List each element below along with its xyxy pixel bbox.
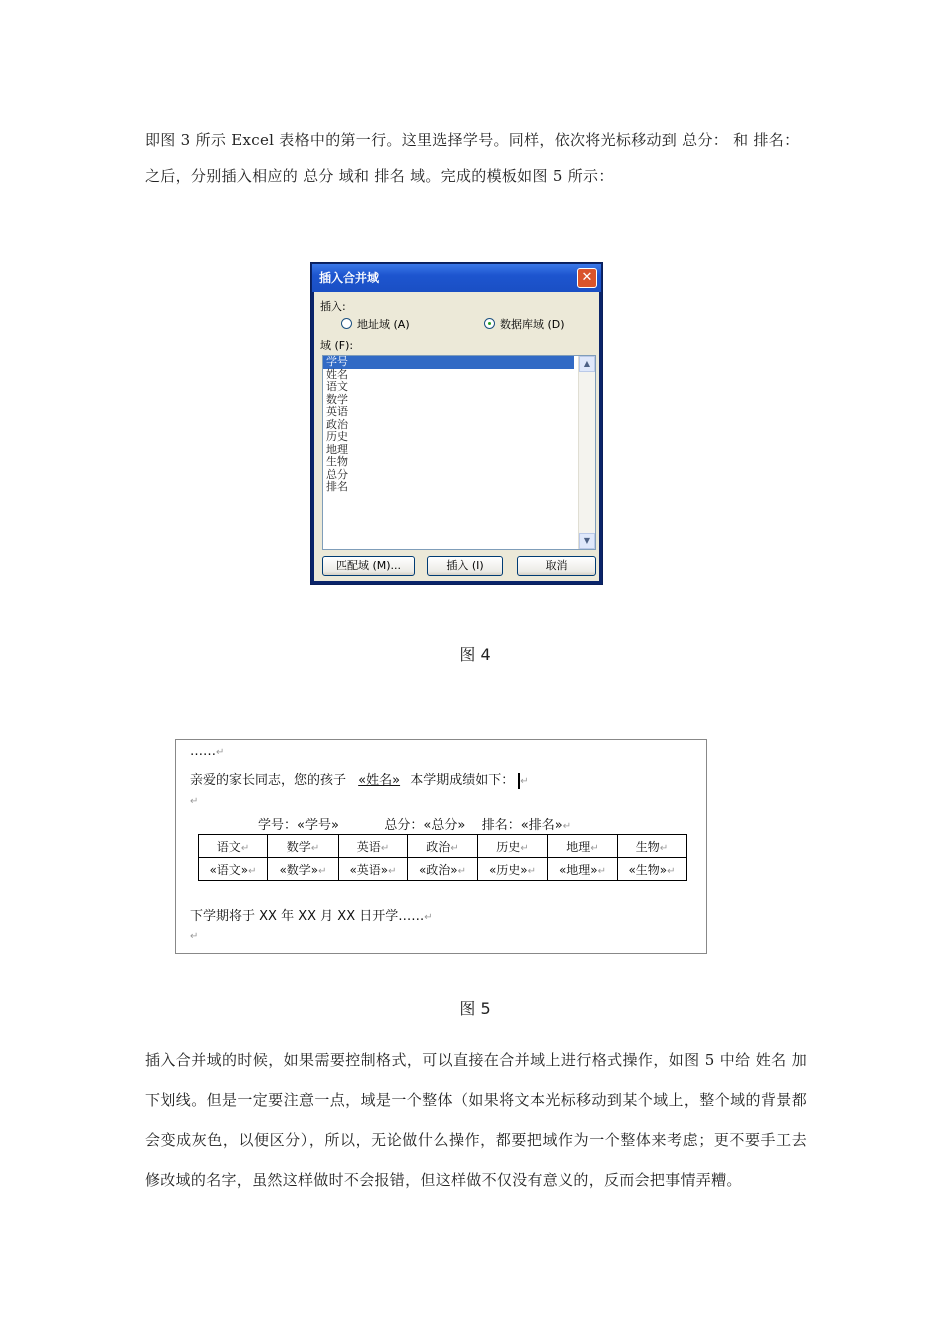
cell-text: 地理 xyxy=(566,839,591,854)
table-header-cell xyxy=(408,835,478,858)
summary-line xyxy=(258,814,571,833)
name-merge-field[interactable]: «姓名» xyxy=(358,773,401,788)
table-header-cell xyxy=(618,835,687,858)
match-fields-button[interactable]: 匹配域 (M)... xyxy=(322,556,415,576)
cell-mark: ↵ xyxy=(527,865,537,877)
cell-mark: ↵ xyxy=(597,865,607,877)
field-list xyxy=(323,356,595,494)
table-row xyxy=(199,858,687,881)
cell-text: «语文» xyxy=(209,862,249,877)
cell-mark: ↵ xyxy=(248,865,257,877)
table-header-cell xyxy=(268,835,339,858)
vertical-scrollbar[interactable] xyxy=(578,356,595,549)
cell-text: 历史 xyxy=(496,839,521,854)
cell-text: «政治» xyxy=(418,862,458,877)
closing-text: 下学期将于 XX 年 XX 月 XX 日开学…… xyxy=(190,909,425,924)
merge-field-cell xyxy=(408,858,478,881)
list-item[interactable]: 英语 xyxy=(326,405,348,418)
paragraph-mark: ↵ xyxy=(424,912,433,923)
dialog-body xyxy=(314,292,599,581)
figure-4-caption: 图 4 xyxy=(459,645,491,664)
cell-mark: ↵ xyxy=(380,842,390,854)
paragraph-mark: ↵ xyxy=(520,776,529,787)
close-icon[interactable]: ✕ xyxy=(577,268,597,288)
cancel-button[interactable]: 取消 xyxy=(517,556,596,576)
address-field-radio[interactable] xyxy=(341,318,352,329)
body-paragraph: 插入合并域的时候，如果需要控制格式，可以直接在合并域上进行格式操作，如图 5 中给 姓名 加下划线。但是一定要注意一点，域是一个整体（如果将文本光标移动到某个域上，整个域的背景都会变成灰色，以便区分），所以，无论做什么操作，都要把域作为一个整体来考虑；更不要手工去修改域的名字，虽然这样做时不会报错，但这样做不仅没有意义的，反而会把事情弄糟。 xyxy=(145,1051,807,1189)
list-item[interactable]: 历史 xyxy=(326,430,348,443)
cell-mark: ↵ xyxy=(520,842,529,854)
merge-field-cell xyxy=(618,858,687,881)
insert-label: 插入: xyxy=(320,300,346,313)
table-header-cell xyxy=(199,835,268,858)
cell-mark: ↵ xyxy=(457,865,467,877)
paragraph-mark: ↵ xyxy=(190,796,199,807)
table-header-cell xyxy=(478,835,548,858)
dialog-title: 插入合并域 xyxy=(319,271,380,285)
cell-text: 英语 xyxy=(356,839,381,854)
intro-paragraph: 即图 3 所示 Excel 表格中的第一行。这里选择学号。同样，依次将光标移动到 总分： 和 排名： 之后，分别插入相应的 总分 域和 排名 域。完成的模板如图 5 所示： xyxy=(145,131,800,185)
cell-text: 语文 xyxy=(216,839,241,854)
merge-field-cell xyxy=(339,858,408,881)
cell-mark: ↵ xyxy=(240,842,250,854)
list-item[interactable]: 语文 xyxy=(326,380,348,393)
cell-text: 数学 xyxy=(286,839,311,854)
database-field-radio[interactable] xyxy=(484,318,495,329)
field-listbox[interactable] xyxy=(322,355,596,550)
cell-text: «历史» xyxy=(488,862,528,877)
merge-field-cell xyxy=(199,858,268,881)
cell-mark: ↵ xyxy=(388,865,397,877)
merge-field-cell xyxy=(548,858,618,881)
dialog-titlebar xyxy=(312,264,601,292)
cell-text: 生物 xyxy=(635,839,660,854)
list-item[interactable]: 学号 xyxy=(323,356,574,369)
paragraph-mark: ↵ xyxy=(562,821,572,832)
cell-mark: ↵ xyxy=(450,842,459,854)
field-label: 域 (F): xyxy=(320,339,354,352)
table-header-cell xyxy=(548,835,618,858)
closing-line xyxy=(190,905,433,924)
greeting-text: 亲爱的家长同志，您的孩子 xyxy=(190,773,347,788)
list-item[interactable]: 数学 xyxy=(326,392,348,406)
list-item[interactable]: 总分 xyxy=(326,467,348,481)
greeting-line xyxy=(190,769,529,789)
cell-mark: ↵ xyxy=(318,865,327,877)
insert-button[interactable]: 插入 (I) xyxy=(427,556,503,576)
grades-table xyxy=(198,834,687,881)
ellipsis-line xyxy=(190,744,224,759)
cell-mark: ↵ xyxy=(310,842,320,854)
paragraph-mark: ↵ xyxy=(190,931,199,942)
cell-text: «数学» xyxy=(279,862,319,877)
table-header-cell xyxy=(339,835,408,858)
cell-text: 政治 xyxy=(426,839,451,854)
scroll-up-icon[interactable]: ▲ xyxy=(579,356,595,372)
list-item[interactable]: 生物 xyxy=(326,455,348,468)
cell-text: «生物» xyxy=(628,862,668,877)
cell-text: «地理» xyxy=(558,862,598,877)
database-field-label[interactable]: 数据库域 (D) xyxy=(500,318,565,331)
merge-template-figure xyxy=(175,739,707,954)
address-field-label[interactable]: 地址域 (A) xyxy=(357,318,410,331)
paragraph-mark: ↵ xyxy=(216,747,225,758)
cell-text: «英语» xyxy=(349,862,389,877)
summary-text: 学号：«学号» 总分：«总分» 排名：«排名» xyxy=(258,818,563,833)
cell-mark: ↵ xyxy=(590,842,599,854)
figure-5-caption: 图 5 xyxy=(459,999,491,1018)
list-item[interactable]: 政治 xyxy=(326,417,348,431)
cell-mark: ↵ xyxy=(659,842,669,854)
merge-field-cell xyxy=(478,858,548,881)
list-item[interactable]: 姓名 xyxy=(326,367,348,381)
list-item[interactable]: 地理 xyxy=(326,442,348,456)
list-item[interactable]: 排名 xyxy=(326,480,348,493)
grades-intro-text: 本学期成绩如下： xyxy=(410,773,515,788)
merge-field-cell xyxy=(268,858,339,881)
scroll-down-icon[interactable]: ▼ xyxy=(579,533,595,549)
insert-merge-field-dialog xyxy=(310,262,603,585)
ellipsis-text: …… xyxy=(190,744,216,759)
cell-mark: ↵ xyxy=(667,865,676,877)
table-row xyxy=(199,835,687,858)
